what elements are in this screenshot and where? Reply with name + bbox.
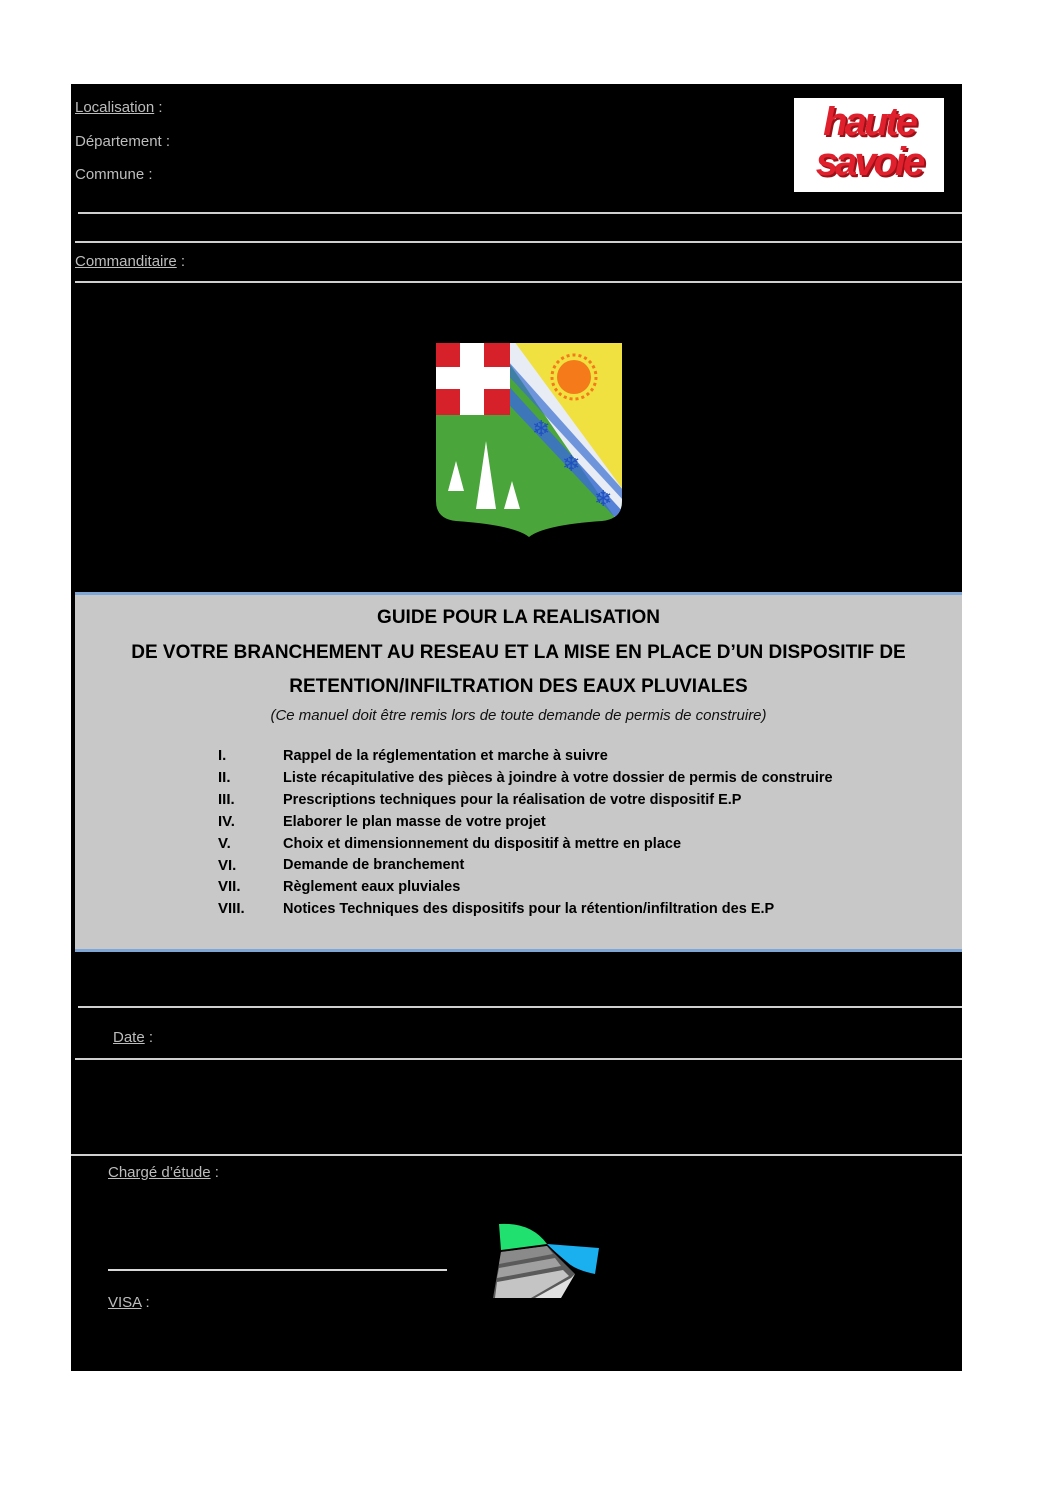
municipal-crest-icon bbox=[434, 341, 624, 549]
toc-item: Elaborer le plan masse de votre projet bbox=[283, 814, 546, 830]
divider bbox=[71, 1154, 962, 1156]
toc-item: Choix et dimensionnement du dispositif à mettre en place bbox=[283, 836, 682, 852]
toc-number: VIII. bbox=[218, 900, 245, 917]
toc-number: I. bbox=[218, 747, 227, 764]
toc-number: VI. bbox=[218, 857, 237, 874]
divider bbox=[75, 1058, 962, 1060]
divider bbox=[78, 1006, 962, 1008]
company-emblem-icon bbox=[491, 1222, 601, 1302]
divider bbox=[78, 212, 962, 214]
signature-line bbox=[108, 1269, 447, 1271]
divider bbox=[75, 281, 962, 283]
date-label: Date : bbox=[113, 1029, 154, 1046]
guide-panel bbox=[75, 592, 962, 952]
logo-word-haute: haute bbox=[823, 100, 915, 144]
toc-number: VII. bbox=[218, 878, 241, 895]
toc-item: Liste récapitulative des pièces à joindre à votre dossier de permis de construire bbox=[283, 770, 833, 786]
haute-savoie-logo bbox=[794, 98, 944, 192]
toc-item: Notices Techniques des dispositifs pour la rétention/infiltration des E.P bbox=[283, 901, 775, 917]
guide-title-line2: DE VOTRE BRANCHEMENT AU RESEAU ET LA MISE EN PLACE D’UN DISPOSITIF DE bbox=[131, 642, 906, 663]
logo-word-savoie: savoie bbox=[815, 140, 923, 184]
commune-label: Commune : bbox=[75, 166, 153, 183]
guide-title-line1: GUIDE POUR LA REALISATION bbox=[377, 607, 660, 628]
cover-page bbox=[71, 84, 962, 1371]
guide-title-line3: RETENTION/INFILTRATION DES EAUX PLUVIALES bbox=[289, 676, 748, 697]
svg-text:❄: ❄ bbox=[562, 452, 581, 477]
svg-text:❄: ❄ bbox=[594, 487, 613, 512]
guide-subtitle: (Ce manuel doit être remis lors de toute demande de permis de construire) bbox=[270, 707, 767, 724]
toc-item: Rappel de la réglementation et marche à suivre bbox=[283, 748, 608, 764]
charge-etude-label: Chargé d’étude : bbox=[108, 1164, 219, 1181]
divider bbox=[75, 241, 962, 243]
toc-item: Demande de branchement bbox=[283, 857, 465, 873]
departement-label: Département : bbox=[75, 133, 171, 150]
svg-text:❄: ❄ bbox=[532, 417, 551, 442]
toc-number: III. bbox=[218, 791, 235, 808]
toc-number: II. bbox=[218, 769, 231, 786]
toc-item: Prescriptions techniques pour la réalisation de votre dispositif E.P bbox=[283, 792, 742, 808]
commanditaire-label: Commanditaire : bbox=[75, 253, 186, 270]
toc-number: IV. bbox=[218, 813, 235, 830]
localisation-label: Localisation : bbox=[75, 99, 163, 116]
visa-label: VISA : bbox=[108, 1294, 150, 1311]
toc-number: V. bbox=[218, 835, 231, 852]
toc-item: Règlement eaux pluviales bbox=[283, 879, 461, 895]
